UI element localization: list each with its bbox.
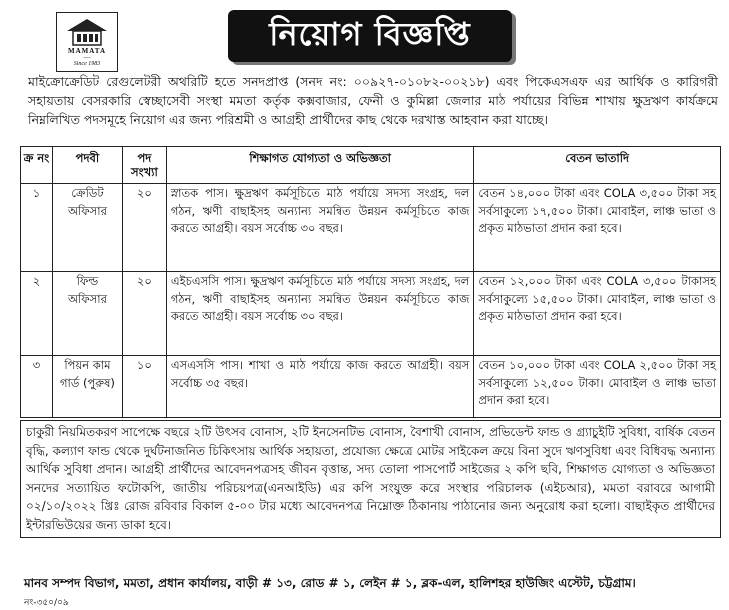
table-row bbox=[21, 356, 721, 418]
header-serial: ক্র নং bbox=[21, 147, 53, 184]
header-post: পদবী bbox=[52, 147, 122, 184]
logo-wordmark: MAMATA bbox=[67, 47, 106, 55]
row-serial: ২ bbox=[21, 272, 53, 356]
row-serial: ১ bbox=[21, 184, 53, 272]
vacancy-table bbox=[20, 146, 721, 418]
notice-title: নিয়োগ বিজ্ঞপ্তি bbox=[228, 10, 512, 62]
row-salary: বেতন ১০,০০০ টাকা এবং COLA ২,৫০০ টাকা সহ সর্বসাকুল্যে ১২,৫০০ টাকা। মোবাইল ও লাঞ্চ ভাতা প্রদান করা হবে। bbox=[474, 356, 721, 418]
row-count: ২০ bbox=[122, 184, 166, 272]
header-salary: বেতন ভাতাদি bbox=[474, 147, 721, 184]
row-post: ফিল্ড অফিসার bbox=[52, 272, 122, 356]
logo-tagline-mark: ─── bbox=[83, 55, 91, 60]
reference-number: নং-৩৫০/০৯ bbox=[24, 598, 69, 608]
notice-page bbox=[8, 6, 721, 608]
row-count: ১০ bbox=[122, 356, 166, 418]
header-count: পদ সংখ্যা bbox=[122, 147, 166, 184]
mamata-logo bbox=[56, 12, 118, 72]
table-row bbox=[21, 184, 721, 272]
logo-since: Since 1983 bbox=[73, 61, 101, 67]
table-row bbox=[21, 272, 721, 356]
table-header-row bbox=[21, 147, 721, 184]
row-salary: বেতন ১৪,০০০ টাকা এবং COLA ৩,৫০০ টাকা সহ সর্বসাকুল্যে ১৭,৫০০ টাকা। মোবাইল, লাঞ্চ ভাতা ও প্রকৃত মাঠভাতা প্রদান করা হবে। bbox=[474, 184, 721, 272]
contact-address: মানব সম্পদ বিভাগ, মমতা, প্রধান কার্যালয়, বাড়ী # ১৩, রোড # ১, লেইন # ১, ব্লক-এল, হালিশহর হাউজিং এস্টেট, চট্টগ্রাম। bbox=[24, 576, 636, 590]
row-post: ক্রেডিট অফিসার bbox=[52, 184, 122, 272]
intro-paragraph: মাইক্রোক্রেডিট রেগুলেটরী অথরিটি হতে সনদপ্রাপ্ত (সনদ নং: ০০৯২৭-০১০৮২-০০২১৮) এবং পিকেএসএফ এর আর্থিক ও কারিগরী সহায়তায় বেসরকারি স্বেচ্ছাসেবী সংস্থা মমতা কর্তৃক কক্সবাজার, ফেনী ও কুমিল্লা জেলার মাঠ পর্যায়ের বিভিন্ন শাখায় ক্ষুদ্রঋণ কার্যক্রমে নিম্নলিখিত পদসমূহে নিয়োগ এর জন্য পরিশ্রমী ও আগ্রহী প্রার্থীদের কাছ থেকে দরখাস্ত আহবান করা যাচ্ছে। bbox=[28, 74, 718, 127]
row-qualification: স্নাতক পাস। ক্ষুদ্রঋণ কর্মসূচিতে মাঠ পর্যায়ে সদস্য সংগ্রহ, দল গঠন, ঋণী বাছাইসহ অন্যান্য সমন্বিত উন্নয়ন কর্মসূচিতে কাজ করতে আগ্রহী। বয়স সর্বোচ্চ ৩০ বছর। bbox=[166, 184, 473, 272]
row-salary: বেতন ১২,০০০ টাকা এবং COLA ৩,৫০০ টাকাসহ সর্বসাকুল্যে ১৫,৫০০ টাকা। মোবাইল, লাঞ্চ ভাতা ও প্রকৃত মাঠভাতা প্রদান করা হবে। bbox=[474, 272, 721, 356]
row-post: পিয়ন কাম গার্ড (পুরুষ) bbox=[52, 356, 122, 418]
row-count: ২০ bbox=[122, 272, 166, 356]
benefits-and-application-paragraph: চাকুরী নিয়মিতকরণ সাপেক্ষে বছরে ২টি উৎসব বোনাস, ২টি ইনসেনটিভ বোনাস, বৈশাখী বোনাস, প্রভিডেন্ট ফান্ড ও গ্র্যাচুইটি সুবিধা, বার্ষিক বেতন বৃদ্ধি, কল্যাণ ফান্ড থেকে দুর্ঘটনাজনিত চিকিৎসায় আর্থিক সহায়তা, প্রযোজ্য ক্ষেত্রে মোটর সাইকেল ক্রয়ে বিনা সুদে ঋণসুবিধা এবং বিধিবদ্ধ অন্যান্য আর্থিক সুবিধা প্রদান। আগ্রহী প্রার্থীদের আবেদনপত্রসহ জীবন বৃত্তান্ত, সদ্য তোলা পাসপোর্ট সাইজের ২ কপি ছবি, শিক্ষাগত যোগ্যতা ও অভিজ্ঞতা সনদের সত্যায়িত ফটোকপি, জাতীয় পরিচয়পত্র(এনআইডি) এর কপি সংযুক্ত করে সংস্থার পরিচালক (এইচআর), মমতা বরাবরে আগামী ০২/১০/২০২২ খ্রিঃ রোজ রবিবার বিকাল ৫-০০ টার মধ্যে আবেদনপত্র নিম্নোক্ত ঠিকানায় পাঠানোর জন্য অনুরোধ করা হলো। বাছাইকৃত প্রার্থীদের ইন্টারভিউয়ের জন্য ডাকা হবে। bbox=[20, 420, 721, 538]
header-qualification: শিক্ষাগত যোগ্যতা ও অভিজ্ঞতা bbox=[166, 147, 473, 184]
row-qualification: এসএসসি পাস। শাখা ও মাঠ পর্যায়ে কাজ করতে আগ্রহী। বয়স সর্বোচ্চ ৩৫ বছর। bbox=[166, 356, 473, 418]
row-serial: ৩ bbox=[21, 356, 53, 418]
row-qualification: এইচএসসি পাস। ক্ষুদ্রঋণ কর্মসূচিতে মাঠ পর্যায়ে সদস্য সংগ্রহ, দল গঠন, ঋণী বাছাইসহ অন্যান্য সমন্বিত উন্নয়ন কর্মসূচিতে কাজ করতে আগ্রহী। বয়স সর্বোচ্চ ৩০ বছর। bbox=[166, 272, 473, 356]
house-emblem-icon bbox=[65, 17, 109, 47]
